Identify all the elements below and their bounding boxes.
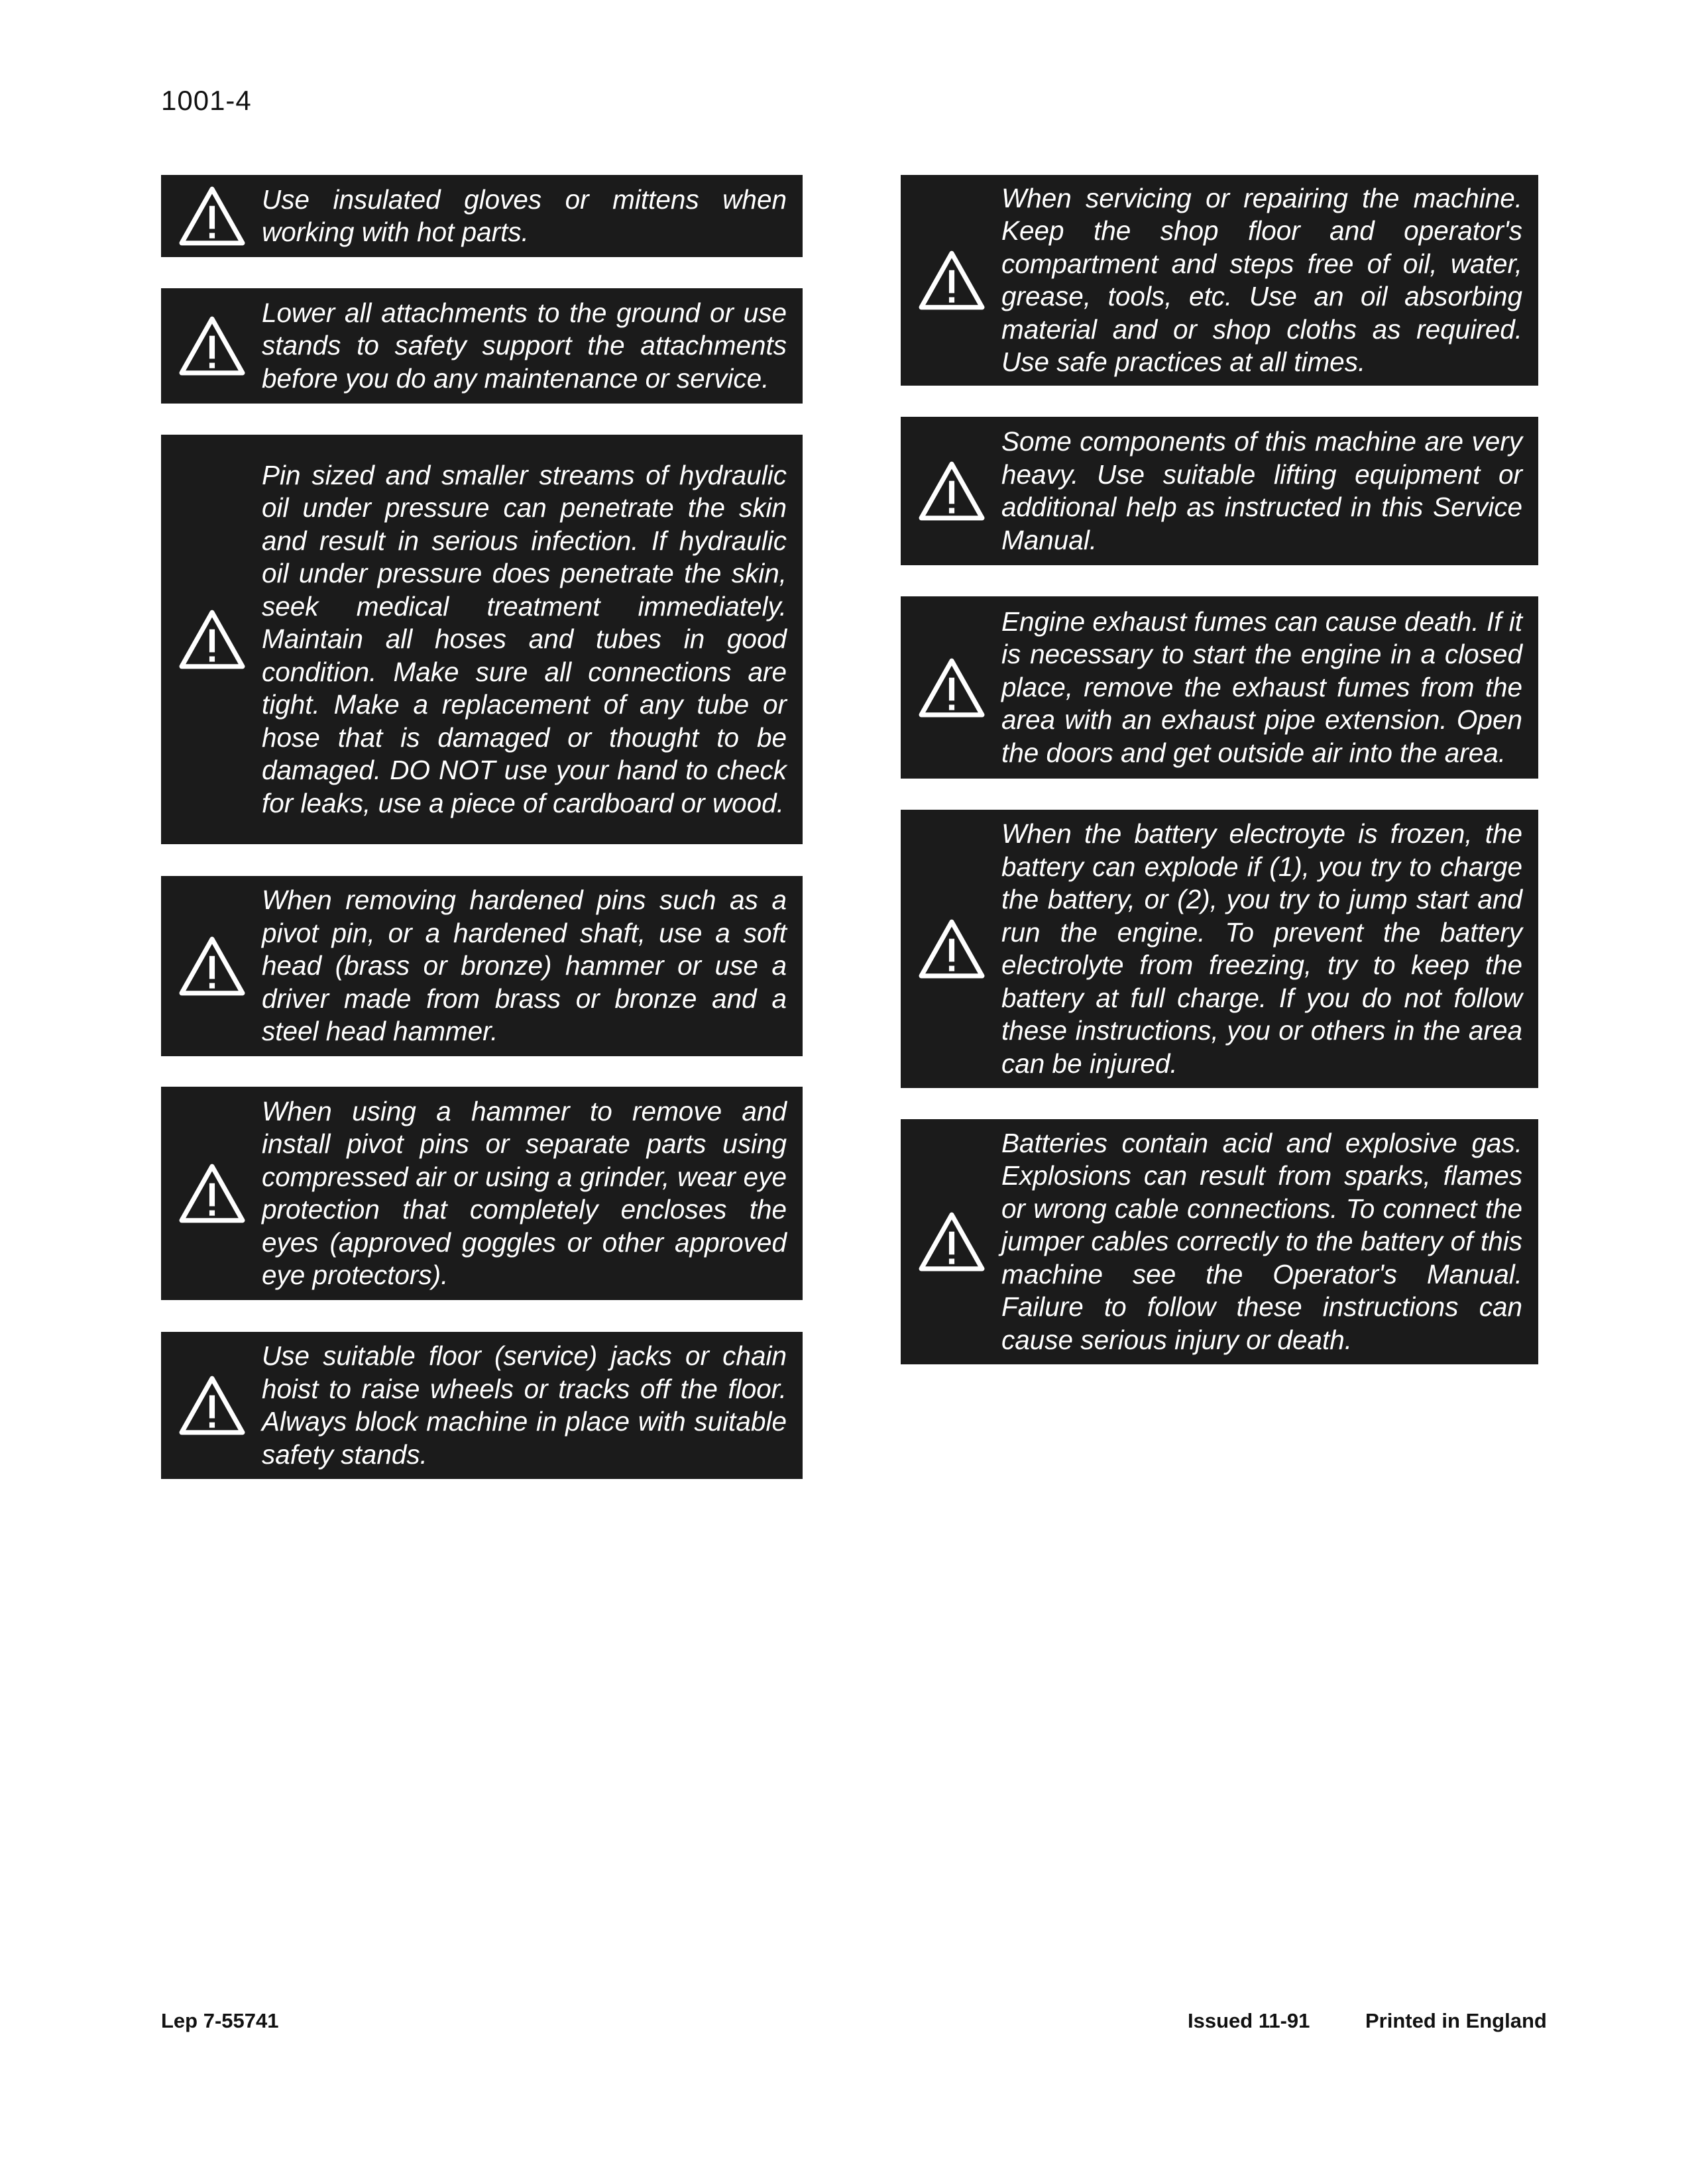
warning-triangle-icon (178, 1375, 246, 1436)
warning-box-exhaust-fumes (901, 596, 1538, 779)
warning-box-hydraulic-oil (161, 435, 803, 844)
warning-text: Engine exhaust fumes can cause death. If it is necessary to start the engine in a closed place, remove the exhaust fumes from the area with an exhaust pipe extension. Open the doors and get outside air into the area. (1001, 606, 1522, 768)
warning-box-heavy-components (901, 417, 1538, 565)
warning-triangle-icon (178, 936, 246, 997)
warning-triangle-icon (178, 609, 246, 670)
warning-text: When servicing or repairing the machine. Keep the shop floor and operator's compartment and steps free of oil, water, grease, tools, etc. Use an oil absorbing material and or shop cloths as required. Use safe practices at all times. (1001, 182, 1522, 377)
warning-box-lower-attachments (161, 288, 803, 404)
printed-location: Printed in England (1365, 2009, 1547, 2032)
issued-date: Issued 11-91 (1188, 2009, 1310, 2032)
page-number: 1001-4 (161, 85, 252, 116)
warning-text: When removing hardened pins such as a pivot pin, or a hardened shaft, use a soft head (brass or bronze) hammer or use a driver made from brass or bronze and a steel head hammer. (262, 885, 787, 1047)
warning-box-battery-acid (901, 1119, 1538, 1364)
warning-triangle-icon (918, 657, 986, 718)
warning-text: Pin sized and smaller streams of hydraulic oil under pressure can penetrate the skin and result in serious infection. If hydraulic oil under pressure does penetrate the skin, seek medical treatment immediately. Maintain all hoses and tubes in good condition. Make sure all connections are tight. Make a replacement of any tube or hose that is damaged or thought to be damaged. DO NOT use your hand to check for leaks, use a piece of cardboard or wood. (262, 459, 787, 818)
warning-box-shop-floor (901, 175, 1538, 386)
warning-triangle-icon (918, 250, 986, 311)
warning-text: Use suitable floor (service) jacks or chain hoist to raise wheels or tracks off the floor. Always block machine in place with suitable safety stands. (262, 1340, 787, 1470)
warning-triangle-icon (918, 1211, 986, 1272)
warning-box-battery-frozen (901, 810, 1538, 1088)
warning-triangle-icon (178, 315, 246, 376)
warning-triangle-icon (178, 1163, 246, 1224)
warning-box-jacks (161, 1332, 803, 1479)
warning-triangle-icon (918, 461, 986, 521)
warning-text: When using a hammer to remove and install pivot pins or separate parts using compressed air or using a grinder, wear eye protection that completely encloses the eyes (approved goggles or other approved eye protectors). (262, 1095, 787, 1290)
warning-text: Some components of this machine are very heavy. Use suitable lifting equipment or additional help as instructed in this Service Manual. (1001, 426, 1522, 555)
warning-text: When the battery electroyte is frozen, the battery can explode if (1), you try to charge the battery, or (2), you try to jump start and run the engine. To prevent the battery electrolyte from freezing, try to keep the battery at full charge. If you do not follow these instructions, you or others in the area can be injured. (1001, 818, 1522, 1079)
warning-triangle-icon (918, 918, 986, 979)
warning-box-insulated-gloves (161, 175, 803, 257)
warning-text: Batteries contain acid and explosive gas. Explosions can result from sparks, flames or wrong cable connections. To connect the jumper cables correctly to the battery of this machine see the Operator's Manual. Failure to follow these instructions can cause serious injury or death. (1001, 1127, 1522, 1355)
warning-triangle-icon (178, 186, 246, 246)
document-number: Lep 7-55741 (161, 2009, 279, 2032)
warning-box-hardened-pins (161, 876, 803, 1056)
warning-box-eye-protection (161, 1087, 803, 1300)
warning-text: Use insulated gloves or mittens when working with hot parts. (262, 184, 787, 247)
warning-text: Lower all attachments to the ground or use stands to safety support the attachments before you do any maintenance or service. (262, 297, 787, 394)
